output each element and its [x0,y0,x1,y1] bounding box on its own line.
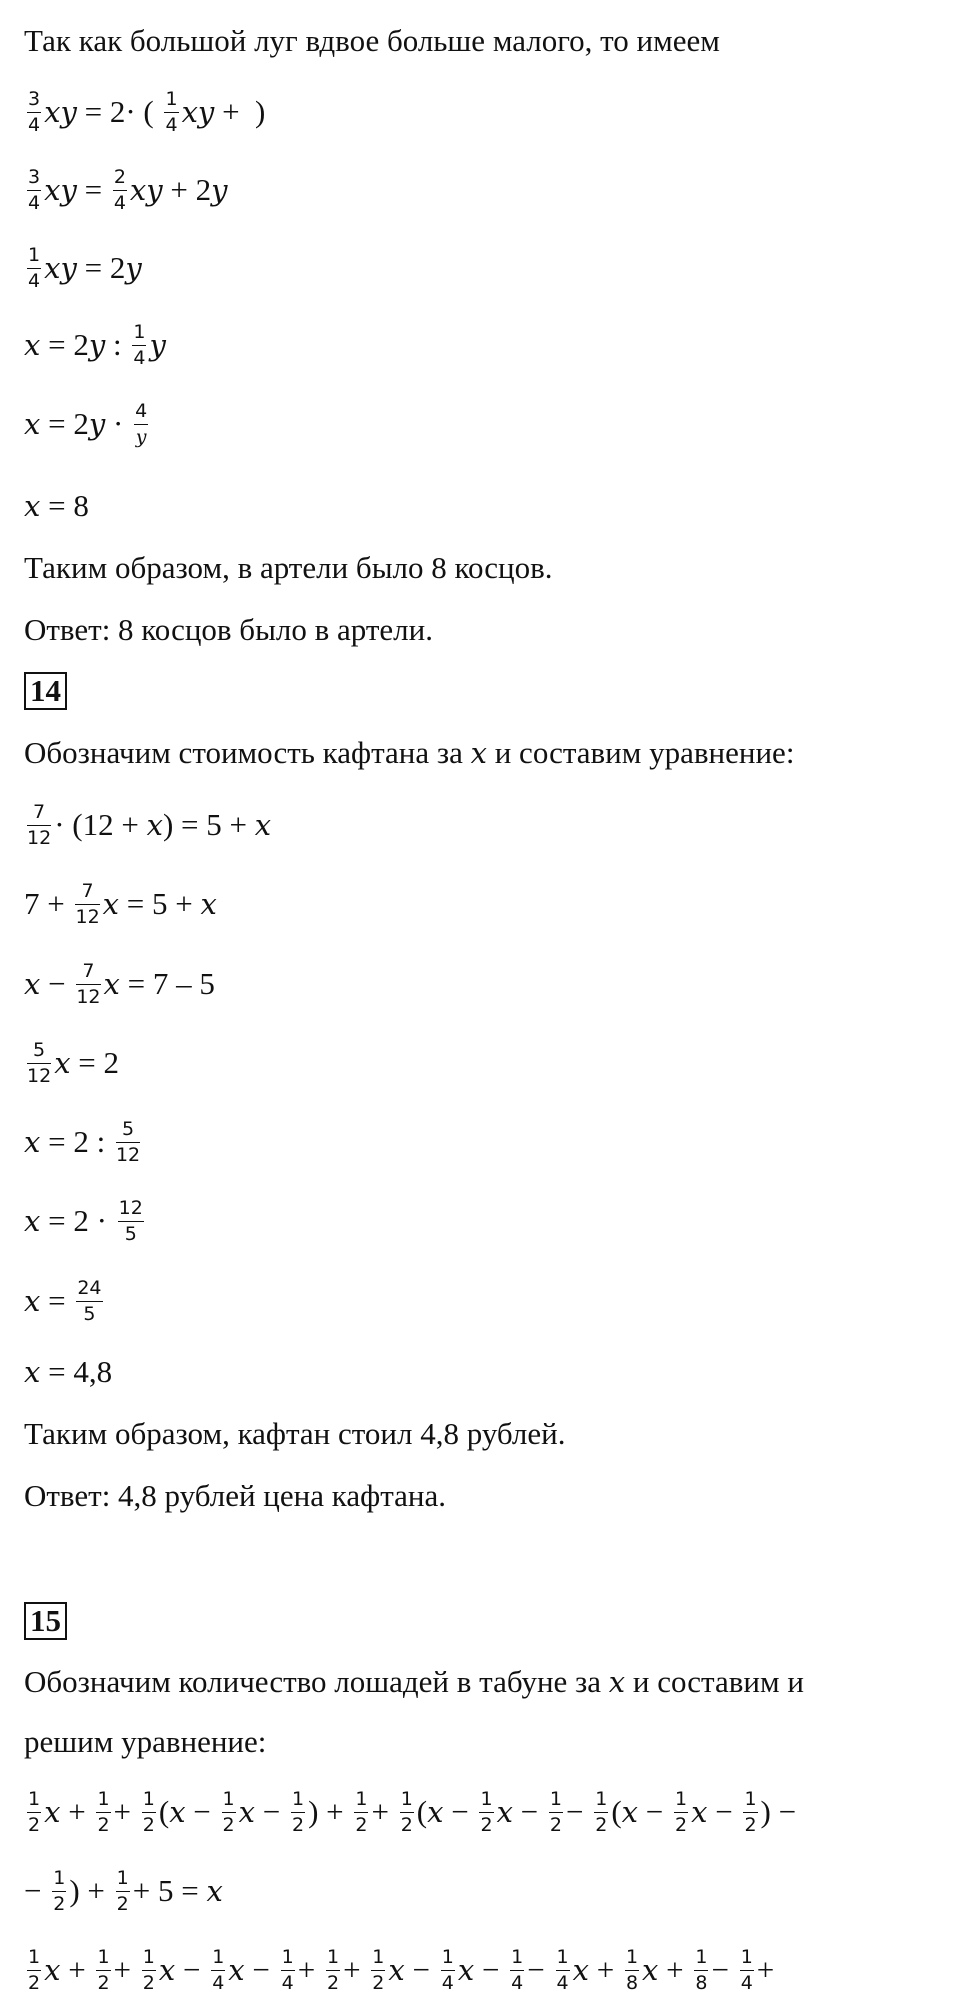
equation-14-2: 7 + $\frac{7}{12}$ x = 5 + x [24,880,217,929]
section-number-badge: 14 [24,672,67,710]
equation-14-1: $\frac{7}{12}$ · (12 + x) = 5 + x [27,801,272,850]
section15-number [24,1601,67,1641]
section15-intro-cont: решим уравнение: [24,1724,267,1759]
equation-1: $\frac{3}{4}$ xy = 2· ( $\frac{1}{4}$ xy + ) [28,88,266,137]
equation-4: x = 2y : $\frac{1}{4}$ y [24,321,166,370]
equation-5: x = 2y · $\frac{4}{y}$ [24,400,148,449]
equation-14-5: x = 2 : $\frac{5}{12}$ [24,1118,141,1167]
equation-14-4: $\frac{5}{12}$ x = 2 [27,1039,120,1088]
equation-2: $\frac{3}{4}$ xy = $\frac{2}{4}$ xy + 2y [28,166,228,215]
equation-15-2: − $\frac{1}{2}$ ) + $\frac{1}{2}$ + 5 = x [24,1867,223,1916]
equation-14-6: x = 2 · $\frac{12}{5}$ [24,1197,143,1246]
section14-number [24,671,67,711]
equation-14-7: x = $\frac{24}{5}$ [24,1277,102,1326]
intro-line: Так как большой луг вдвое больше малого, то имеем [24,23,720,58]
section14-answer: Ответ: 4,8 рублей цена кафтана. [24,1478,446,1513]
section14-result: Таким образом, кафтан стоил 4,8 рублей. [24,1416,566,1451]
section13-result: Таким образом, в артели было 8 косцов. [24,550,553,585]
equation-14-8: x = 4,8 [24,1354,113,1389]
equation-6: x = 8 [24,488,89,523]
section15-intro: Обозначим количество лошадей в табуне за x и составим и [24,1664,804,1699]
equation-15-1: $\frac{1}{2}$ x + $\frac{1}{2}$ + $\frac{1}{2}$ (x − $\frac{1}{2}$ x − $\frac{1}{2}$ ) + $\frac{1}{2}$ + $\frac{1}{2}$ (x − $\frac{1}{2}$ x − $\frac{1}{2}$ − $\frac{1}{2}$ (x − $\frac{1}{2}$ x − $\frac{1}{2}$ ) − [28,1788,797,1837]
section-number-badge: 15 [24,1602,67,1640]
section14-intro: Обозначим стоимость кафтана за x и составим уравнение: [24,735,795,770]
equation-14-3: x − $\frac{7}{12}$ x = 7 – 5 [24,960,215,1009]
section13-answer: Ответ: 8 косцов было в артели. [24,612,433,647]
equation-3: $\frac{1}{4}$ xy = 2y [28,244,142,293]
equation-15-3: $\frac{1}{2}$ x + $\frac{1}{2}$ + $\frac{1}{2}$ x − $\frac{1}{4}$ x − $\frac{1}{4}$ + $\frac{1}{2}$ + $\frac{1}{2}$ x − $\frac{1}{4}$ x − $\frac{1}{4}$ − $\frac{1}{4}$ x + $\frac{1}{8}$ x + $\frac{1}{8}$ − $\frac{1}{4}$ + [28,1946,775,1995]
